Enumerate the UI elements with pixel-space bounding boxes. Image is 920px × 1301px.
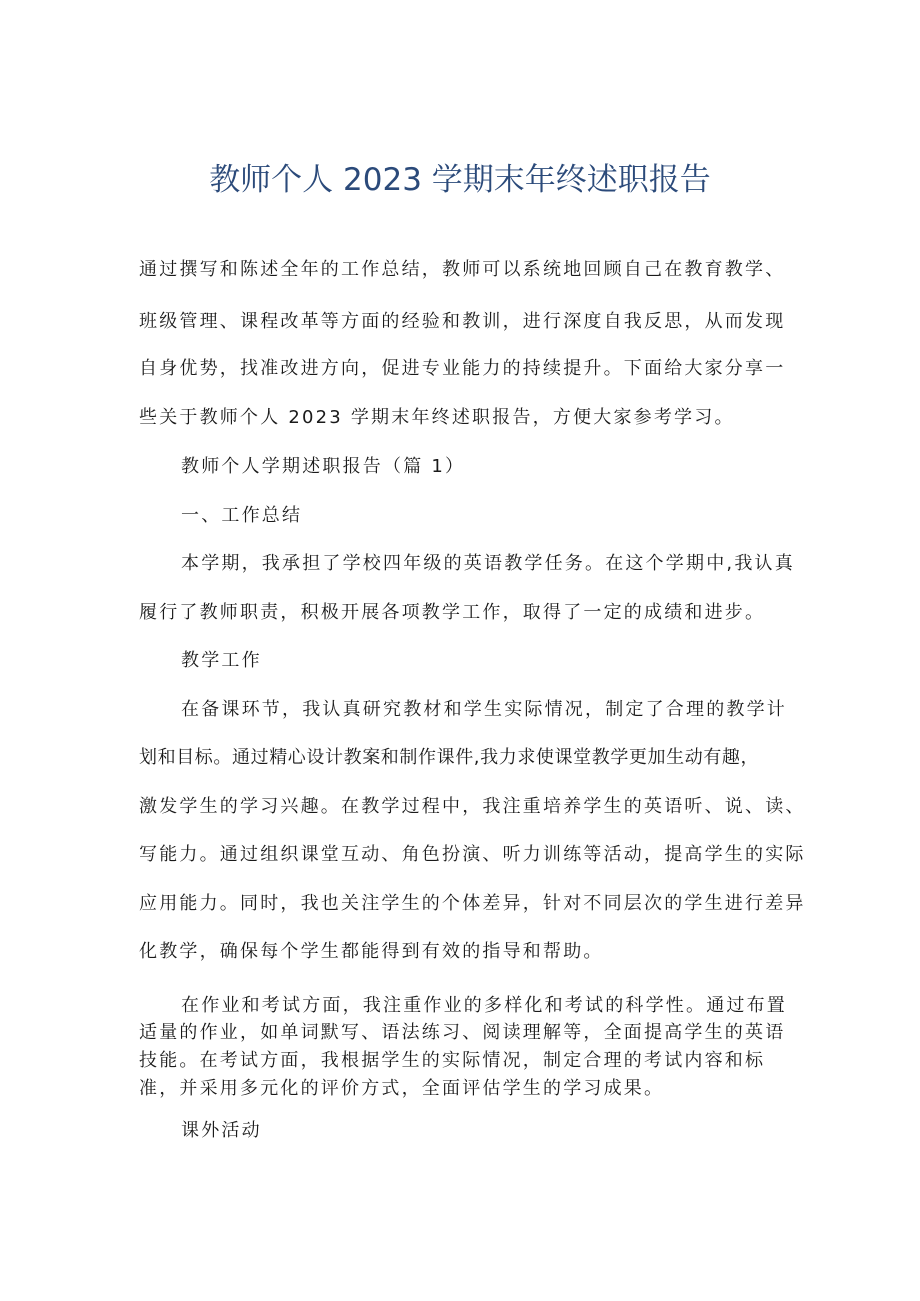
intro-line: 自身优势，找准改进方向，促进专业能力的持续提升。下面给大家分享一	[139, 358, 786, 379]
subsection-heading: 课外活动	[181, 1120, 262, 1141]
intro-line: 通过撰写和陈述全年的工作总结，教师可以系统地回顾自己在教育教学、	[139, 259, 786, 280]
paragraph-line: 激发学生的学习兴趣。在教学过程中，我注重培养学生的英语听、说、读、	[139, 796, 806, 817]
document-title: 教师个人 2023 学期末年终述职报告	[209, 162, 711, 198]
section-subtitle: 教师个人学期述职报告（篇 1）	[181, 456, 466, 477]
section-heading: 一、工作总结	[181, 505, 303, 526]
paragraph-line: 化教学，确保每个学生都能得到有效的指导和帮助。	[139, 941, 604, 962]
paragraph-line: 应用能力。同时，我也关注学生的个体差异，针对不同层次的学生进行差异	[139, 893, 806, 914]
paragraph-line: 划和目标。通过精心设计教案和制作课件,我力求使课堂教学更加生动有趣，	[139, 747, 760, 768]
paragraph-line: 技能。在考试方面，我根据学生的实际情况，制定合理的考试内容和标	[139, 1050, 766, 1071]
intro-line: 班级管理、课程改革等方面的经验和教训，进行深度自我反思，从而发现	[139, 311, 786, 332]
paragraph-line: 本学期，我承担了学校四年级的英语教学任务。在这个学期中,我认真	[181, 553, 795, 574]
paragraph-line: 适量的作业，如单词默写、语法练习、阅读理解等，全面提高学生的英语	[139, 1022, 786, 1043]
paragraph-line: 履行了教师职责，积极开展各项教学工作，取得了一定的成绩和进步。	[139, 602, 766, 623]
paragraph-line: 在备课环节，我认真研究教材和学生实际情况，制定了合理的教学计	[181, 699, 787, 720]
paragraph-line: 在作业和考试方面，我注重作业的多样化和考试的科学性。通过布置	[181, 995, 787, 1016]
paragraph-line: 写能力。通过组织课堂互动、角色扮演、听力训练等活动，提高学生的实际	[139, 844, 806, 865]
paragraph-line: 准，并采用多元化的评价方式，全面评估学生的学习成果。	[139, 1078, 665, 1099]
subsection-heading: 教学工作	[181, 650, 262, 671]
intro-line: 些关于教师个人 2023 学期末年终述职报告，方便大家参考学习。	[139, 407, 735, 428]
